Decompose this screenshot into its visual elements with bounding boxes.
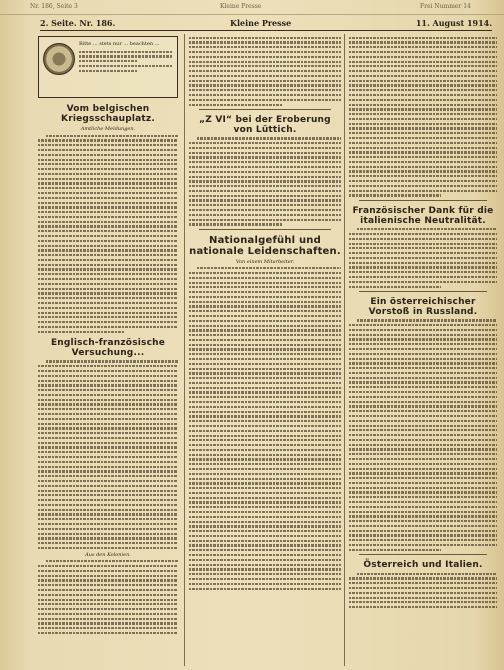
headline-austria-italy: Österreich und Italien. — [363, 560, 483, 570]
article-body-col1-second — [38, 360, 178, 549]
subheadline-official-reports: Amtliche Meldungen. — [80, 126, 136, 132]
article-body-col3-top — [349, 37, 497, 197]
headline-austrian-advance: Ein österreichischer Vorstoß in Russland. — [368, 296, 478, 317]
advertisement-box — [38, 36, 178, 98]
subheadline-colonies: Aus den Kolonien. — [85, 551, 131, 558]
headline-belgian-theatre: Vom belgischen Kriegsschauplatz. — [61, 104, 155, 124]
advertisement-text: Bitte ... stets nur ... beachten ... — [79, 41, 160, 47]
strip-right-text: Frei Nummer 14 — [420, 3, 471, 10]
section-divider — [359, 200, 487, 201]
headline-french-thanks: Französischer Dank für die italienische Neutralität. — [352, 205, 494, 226]
strip-left-text: Nr. 186, Seite 3 — [30, 3, 78, 10]
section-divider — [359, 554, 487, 555]
column-3 — [344, 34, 497, 666]
subheadline-contributor: Von einem Mitarbeiter. — [235, 258, 295, 265]
strip-middle-text: Kleine Presse — [220, 3, 262, 10]
article-body-colonies — [38, 560, 178, 634]
article-body-french-thanks — [349, 228, 497, 288]
newspaper-title: Kleine Presse — [230, 18, 292, 28]
previous-page-bleed-strip — [0, 0, 504, 15]
column-2 — [184, 34, 341, 666]
headline-col1-second: Englisch-französische Versuchung... — [50, 337, 166, 358]
column-1 — [38, 34, 178, 666]
article-body-belgian — [38, 135, 178, 333]
page-number: 2. Seite. Nr. 186. — [40, 18, 116, 28]
headline-zeppelin-liege: „Z VI“ bei der Eroberung von Lüttich. — [199, 114, 331, 135]
section-divider — [359, 291, 487, 292]
section-divider — [199, 109, 331, 110]
article-body-austria-italy — [349, 573, 497, 609]
article-body-col2-top — [189, 37, 341, 106]
section-divider — [199, 229, 331, 230]
article-body-zeppelin — [189, 137, 341, 225]
article-body-austrian-advance — [349, 319, 497, 551]
page-header — [40, 16, 492, 31]
article-body-national-feeling — [189, 267, 341, 590]
seal-emblem-icon — [43, 43, 75, 75]
issue-date: 11. August 1914. — [415, 18, 492, 28]
headline-national-feeling: Nationalgefühl und nationale Leidenschaften. — [189, 234, 341, 257]
